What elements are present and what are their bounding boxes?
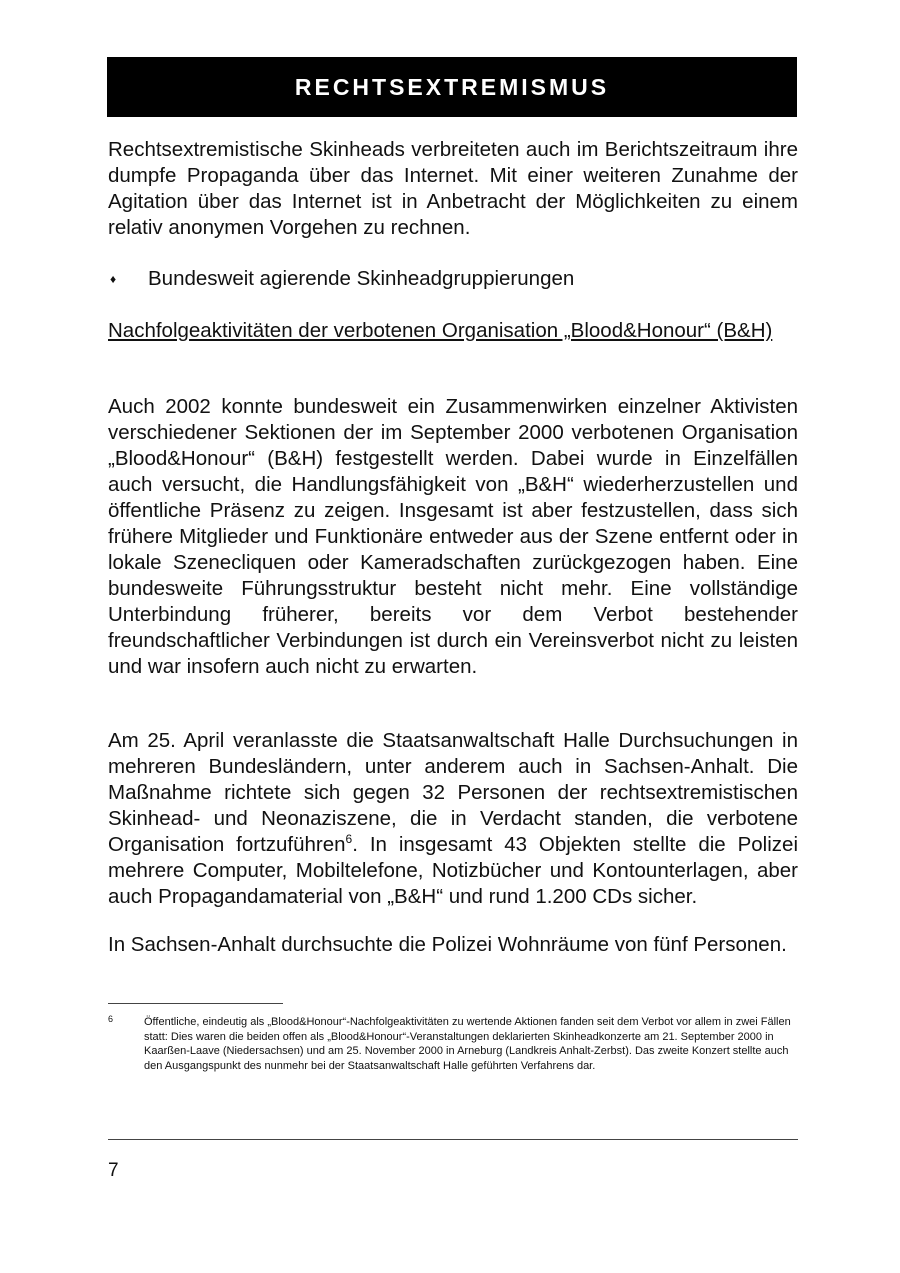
footnote-divider [108, 1003, 283, 1004]
page-number: 7 [108, 1160, 119, 1181]
footnote [108, 1015, 798, 1073]
footnote-text: Öffentliche, eindeutig als „Blood&Honour“-Nachfolgeaktivitäten zu wertende Aktionen fanden seit dem Verbot vor allem in zwei Fällen statt: Dies waren die beiden offen als „Blood&Honour“-Veranstaltungen deklarierten Skinheadkonzerte am 21. September 2000 in Kaarßen-Laave (Niedersachsen) und am 25. November 2000 in Arneburg (Landkreis Anhalt-Zerbst). Das zweite Konzert stellte auch den Ausgangspunkt des nunmehr bei der Staatsanwaltschaft Halle geführten Verfahrens dar. [144, 1016, 791, 1072]
section-heading: Nachfolgeaktivitäten der verbotenen Organisation „Blood&Honour“ (B&H) [108, 319, 773, 342]
paragraph-bh-activities: Auch 2002 konnte bundesweit ein Zusammenwirken einzelner Aktivisten verschiedener Sektionen der im September 2000 verbotenen Organisation „Blood&Honour“ (B&H) festgestellt werden. Dabei wurde in Einzelfällen auch versucht, die Handlungsfähigkeit von „B&H“ wiederherzustellen und öffentliche Präsenz zu zeigen. Insgesamt ist aber festzustellen, dass sich frühere Mitglieder und Funktionäre entweder aus der Szene entfernt oder in lokale Szenecliquen oder Kameradschaften zurückgezogen haben. Eine bundesweite Führungsstruktur besteht nicht mehr. Eine vollständige Unterbindung früherer, bereits vor dem Verbot bestehender freundschaftlicher Verbindungen ist durch ein Vereinsverbot nicht zu leisten und war insofern auch nicht zu erwarten. [108, 395, 798, 678]
page-bottom-divider [108, 1139, 798, 1140]
paragraph-saxony-anhalt: In Sachsen-Anhalt durchsuchte die Polizei Wohnräume von fünf Personen. [108, 933, 787, 956]
paragraph-search-operation [108, 728, 798, 910]
diamond-bullet-icon: ♦ [110, 272, 117, 286]
bullet-item [110, 266, 574, 292]
section-title: RECHTSEXTREMISMUS [294, 73, 610, 100]
paragraph-search-text-b: . In insgesamt 43 Objekten stellte die Polizei mehrere Computer, Mobiltelefone, Notizbücher und Kontounterlagen, aber auch Propagandamaterial von „B&H“ und rund 1.200 CDs sicher. [108, 833, 798, 908]
intro-paragraph: Rechtsextremistische Skinheads verbreiteten auch im Berichtszeitraum ihre dumpfe Propaganda über das Internet. Mit einer weiteren Zunahme der Agitation über das Internet ist in Anbetracht der Möglichkeiten zu einem relativ anonymen Vorgehen zu rechnen. [108, 138, 798, 239]
bullet-text: Bundesweit agierende Skinheadgruppierungen [148, 267, 575, 290]
paragraph-search-text-a: Am 25. April veranlasste die Staatsanwaltschaft Halle Durchsuchungen in mehreren Bundesländern, unter anderem auch in Sachsen-Anhalt. Die Maßnahme richtete sich gegen 32 Personen der rechtsextremistischen Skinhead- und Neonaziszene, die in Verdacht standen, die verbotene Organisation fortzuführen [108, 729, 798, 856]
footnote-reference: 6 [345, 832, 353, 847]
footnote-mark: 6 [108, 1014, 114, 1024]
section-header-bar [107, 57, 797, 117]
